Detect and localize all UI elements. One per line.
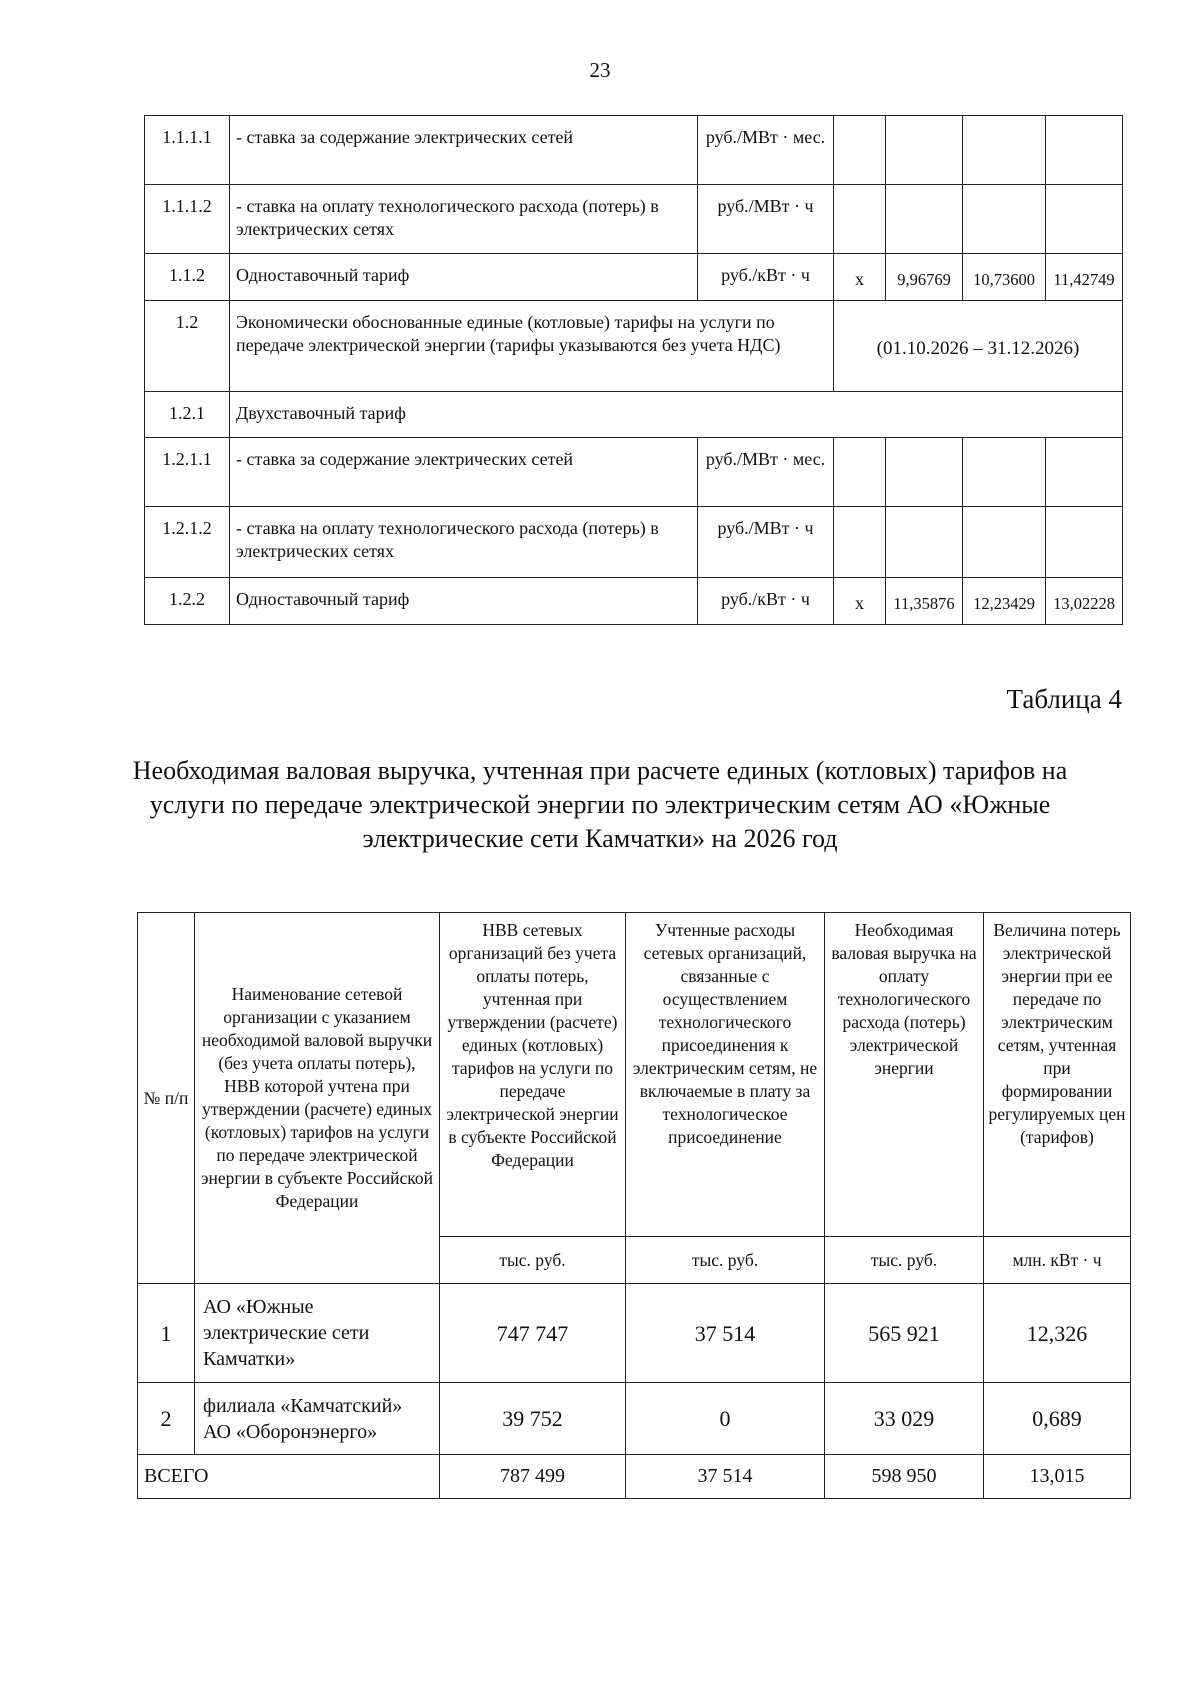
table-row — [145, 438, 1123, 507]
row-unit: руб./кВт · ч — [698, 578, 834, 625]
row-number: 1.1.1.2 — [145, 185, 230, 254]
row-unit: руб./МВт · мес. — [698, 116, 834, 185]
table-label: Таблица 4 — [1006, 684, 1122, 714]
unit-c1: тыс. руб. — [440, 1237, 626, 1284]
row-number: 1.1.1.1 — [145, 116, 230, 185]
unit-c3: тыс. руб. — [825, 1237, 984, 1284]
total-row — [138, 1455, 1131, 1499]
row-value-2: 12,23429 — [963, 578, 1046, 625]
table-row — [145, 185, 1123, 254]
total-c4: 13,015 — [984, 1455, 1131, 1499]
row-x — [834, 438, 886, 507]
table-title: Необходимая валовая выручка, учтенная при расчете единых (котловых) тарифов на услуги по передаче электрической энергии по электрическим сетям АО «Южные электрические сети Камчатки» на 2026 год — [132, 756, 1068, 853]
table-row — [145, 116, 1123, 185]
row-number: 1 — [138, 1284, 195, 1383]
row-number: 1.2.1 — [145, 392, 230, 438]
header-c3: Необходимая валовая выручка на оплату технологического расхода (потерь) электрической энергии — [825, 913, 984, 1237]
table-row — [145, 392, 1123, 438]
row-name: - ставка за содержание электрических сетей — [230, 116, 698, 185]
row-number: 1.2.1.2 — [145, 507, 230, 578]
page-number: 23 — [589, 58, 611, 82]
row-value-1 — [886, 116, 963, 185]
row-name: Одноставочный тариф — [230, 578, 698, 625]
org-name: АО «Южные электрические сети Камчатки» — [195, 1284, 440, 1383]
total-c1: 787 499 — [440, 1455, 626, 1499]
row-unit: руб./МВт · ч — [698, 185, 834, 254]
row-name: Экономически обоснованные единые (котловые) тарифы на услуги по передаче электрической энергии (тарифы указываются без учета НДС) — [230, 301, 834, 392]
period-label: (01.10.2026 – 31.12.2026) — [834, 301, 1123, 392]
org-name: филиала «Камчатский» АО «Оборонэнерго» — [195, 1383, 440, 1455]
table-row — [145, 254, 1123, 301]
table-row — [145, 507, 1123, 578]
row-name: Двухставочный тариф — [230, 392, 1123, 438]
table-row — [138, 1284, 1131, 1383]
row-number: 1.2 — [145, 301, 230, 392]
row-value-1 — [886, 438, 963, 507]
row-x: х — [834, 254, 886, 301]
row-value-2 — [963, 507, 1046, 578]
tariff-table — [144, 115, 1123, 625]
row-name: - ставка за содержание электрических сетей — [230, 438, 698, 507]
table-row — [145, 578, 1123, 625]
row-value-2 — [963, 438, 1046, 507]
row-value-3 — [1046, 116, 1123, 185]
value-c4: 0,689 — [984, 1383, 1131, 1455]
row-number: 1.2.1.1 — [145, 438, 230, 507]
row-number: 1.2.2 — [145, 578, 230, 625]
value-c3: 33 029 — [825, 1383, 984, 1455]
row-unit: руб./МВт · мес. — [698, 438, 834, 507]
row-value-3: 11,42749 — [1046, 254, 1123, 301]
unit-c4: млн. кВт · ч — [984, 1237, 1131, 1284]
unit-c2: тыс. руб. — [626, 1237, 825, 1284]
row-unit: руб./МВт · ч — [698, 507, 834, 578]
value-c1: 747 747 — [440, 1284, 626, 1383]
row-name: - ставка на оплату технологического расхода (потерь) в электрических сетях — [230, 507, 698, 578]
row-value-3: 13,02228 — [1046, 578, 1123, 625]
header-c4: Величина потерь электрической энергии при ее передаче по электрическим сетям, учтенная при формировании регулируемых цен (тарифов) — [984, 913, 1131, 1237]
header-c1: НВВ сетевых организаций без учета оплаты потерь, учтенная при утверждении (расчете) единых (котловых) тарифов на услуги по передаче электрической энергии в субъекте Российской Федерации — [440, 913, 626, 1237]
total-label: ВСЕГО — [138, 1455, 440, 1499]
value-c2: 37 514 — [626, 1284, 825, 1383]
row-number: 1.1.2 — [145, 254, 230, 301]
header-row — [138, 913, 1131, 1237]
header-name: Наименование сетевой организации с указанием необходимой валовой выручки (без учета оплаты потерь), НВВ которой учтена при утверждении (расчете) единых (котловых) тарифов на услуги по передаче электрической энергии в субъекте Российской Федерации — [195, 913, 440, 1284]
row-value-1: 9,96769 — [886, 254, 963, 301]
row-value-3 — [1046, 185, 1123, 254]
row-x — [834, 185, 886, 254]
value-c1: 39 752 — [440, 1383, 626, 1455]
value-c4: 12,326 — [984, 1284, 1131, 1383]
row-value-3 — [1046, 438, 1123, 507]
row-value-1 — [886, 185, 963, 254]
row-value-2: 10,73600 — [963, 254, 1046, 301]
total-c2: 37 514 — [626, 1455, 825, 1499]
row-value-2 — [963, 185, 1046, 254]
value-c3: 565 921 — [825, 1284, 984, 1383]
row-x: х — [834, 578, 886, 625]
row-x — [834, 116, 886, 185]
row-unit: руб./кВт · ч — [698, 254, 834, 301]
revenue-table — [137, 912, 1131, 1499]
table-row — [138, 1383, 1131, 1455]
header-c2: Учтенные расходы сетевых организаций, связанные с осуществлением технологического присоединения к электрическим сетям, не включаемые в плату за технологическое присоединение — [626, 913, 825, 1237]
row-number: 2 — [138, 1383, 195, 1455]
total-c3: 598 950 — [825, 1455, 984, 1499]
row-value-3 — [1046, 507, 1123, 578]
row-name: Одноставочный тариф — [230, 254, 698, 301]
row-value-1: 11,35876 — [886, 578, 963, 625]
table-row — [145, 301, 1123, 392]
header-num: № п/п — [138, 913, 195, 1284]
row-name: - ставка на оплату технологического расхода (потерь) в электрических сетях — [230, 185, 698, 254]
row-value-1 — [886, 507, 963, 578]
value-c2: 0 — [626, 1383, 825, 1455]
row-x — [834, 507, 886, 578]
row-value-2 — [963, 116, 1046, 185]
